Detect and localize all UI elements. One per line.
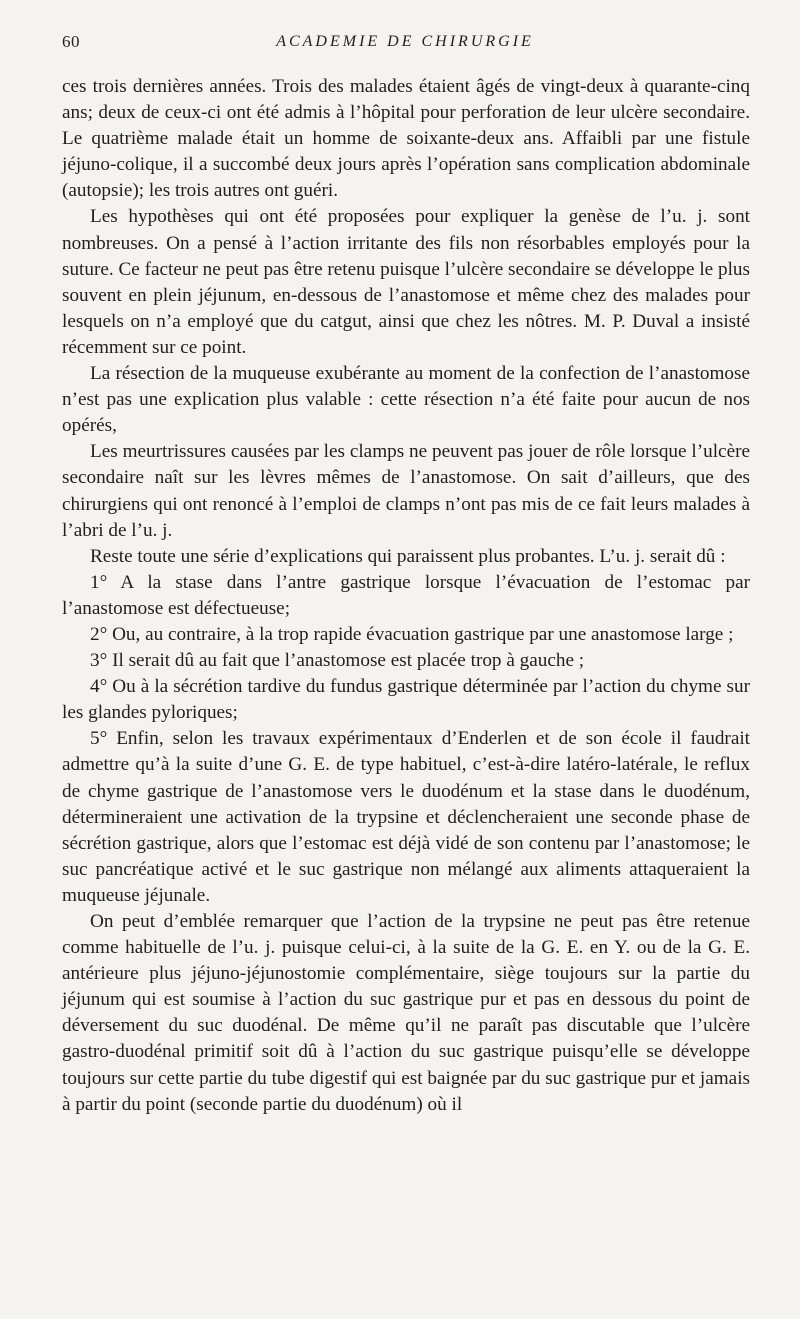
paragraph-trypsine: On peut d’emblée remarquer que l’action de la trypsine ne peut pas être retenue comme habituelle de l’u. j. puisque celui-ci, à la suite de la G. E. en Y. ou de la G. E. antérieure plus jéjuno-jéjunostomie complémentaire, siège toujours sur la partie du jéjunum qui est soumise à l’action du suc gastrique pur et pas en dessous du point de déversement du suc duodénal. De même qu’il ne paraît pas discutable que l’ulcère gastro-duodénal primitif soit dû à l’action du suc gastrique puisqu’elle se développe toujours sur cette partie du tube digestif qui est baignée par du suc gastrique pur et jamais à partir du point (seconde partie du duodénum) où il (62, 911, 750, 1115)
list-item-5: 5° Enfin, selon les travaux expérimentaux d’Enderlen et de son école il faudrait admettre qu’à la suite d’une G. E. de type habituel, c’est-à-dire latéro-latérale, le reflux de chyme gastrique de l’anastomose vers le duodénum et la stase dans le duodénum, détermineraient une activation de la trypsine et déclencheraient une seconde phase de sécrétion gastrique, alors que l’estomac est déjà vidé de son contenu par l’anastomose; le suc pancréatique activé et le suc gastrique non mélangé aux aliments attaqueraient la muqueuse jéjunale. (62, 728, 750, 906)
list-item-1: 1° A la stase dans l’antre gastrique lorsque l’évacuation de l’estomac par l’anastomose est défectueuse; (62, 571, 750, 619)
list-item-2: 2° Ou, au contraire, à la trop rapide évacuation gastrique par une anastomose large ; (90, 623, 734, 645)
running-head: ACADEMIE DE CHIRURGIE (276, 33, 534, 50)
paragraph-continuation: ces trois dernières années. Trois des malades étaient âgés de vingt-deux à quarante-cinq ans; deux de ceux-ci ont été admis à l’hôpital pour perforation de leur ulcère secondaire. Le quatrième malade était un homme de soixante-deux ans. Affaibli par une fistule jéjuno-colique, il a succombé deux jours après l’opération sans complication abdominale (autopsie); les trois autres ont guéri. (62, 76, 750, 202)
list-item-4: 4° Ou à la sécrétion tardive du fundus gastrique déterminée par l’action du chyme sur les glandes pyloriques; (62, 676, 750, 724)
paragraph-resection: La résection de la muqueuse exubérante au moment de la confection de l’anastomose n’est pas une explication plus valable : cette résection n’a été faite pour aucun de nos opérés, (62, 363, 750, 437)
paragraph-explanations: Reste toute une série d’explications qui paraissent plus probantes. L’u. j. serait dû : (90, 545, 726, 567)
paragraph-clamps: Les meurtrissures causées par les clamps ne peuvent pas jouer de rôle lorsque l’ulcère secondaire naît sur les lèvres mêmes de l’anastomose. On sait d’ailleurs, que des chirurgiens qui ont renoncé à l’emploi de clamps n’ont pas mis de ce fait leurs malades à l’abri de l’u. j. (62, 441, 750, 541)
body-text (62, 74, 750, 1118)
list-item-3: 3° Il serait dû au fait que l’anastomose est placée trop à gauche ; (90, 650, 585, 672)
page-number: 60 (62, 32, 80, 51)
page-header (62, 30, 748, 54)
paragraph-hypotheses: Les hypothèses qui ont été proposées pour expliquer la genèse de l’u. j. sont nombreuses. On a pensé à l’action irritante des fils non résorbables employés pour la suture. Ce facteur ne peut pas être retenu puisque l’ulcère secondaire se développe le plus souvent en plein jéjunum, en-dessous de l’anastomose et même chez des malades pour lesquels on n’a employé que du catgut, ainsi que chez les nôtres. M. P. Duval a insisté récemment sur ce point. (62, 206, 750, 358)
